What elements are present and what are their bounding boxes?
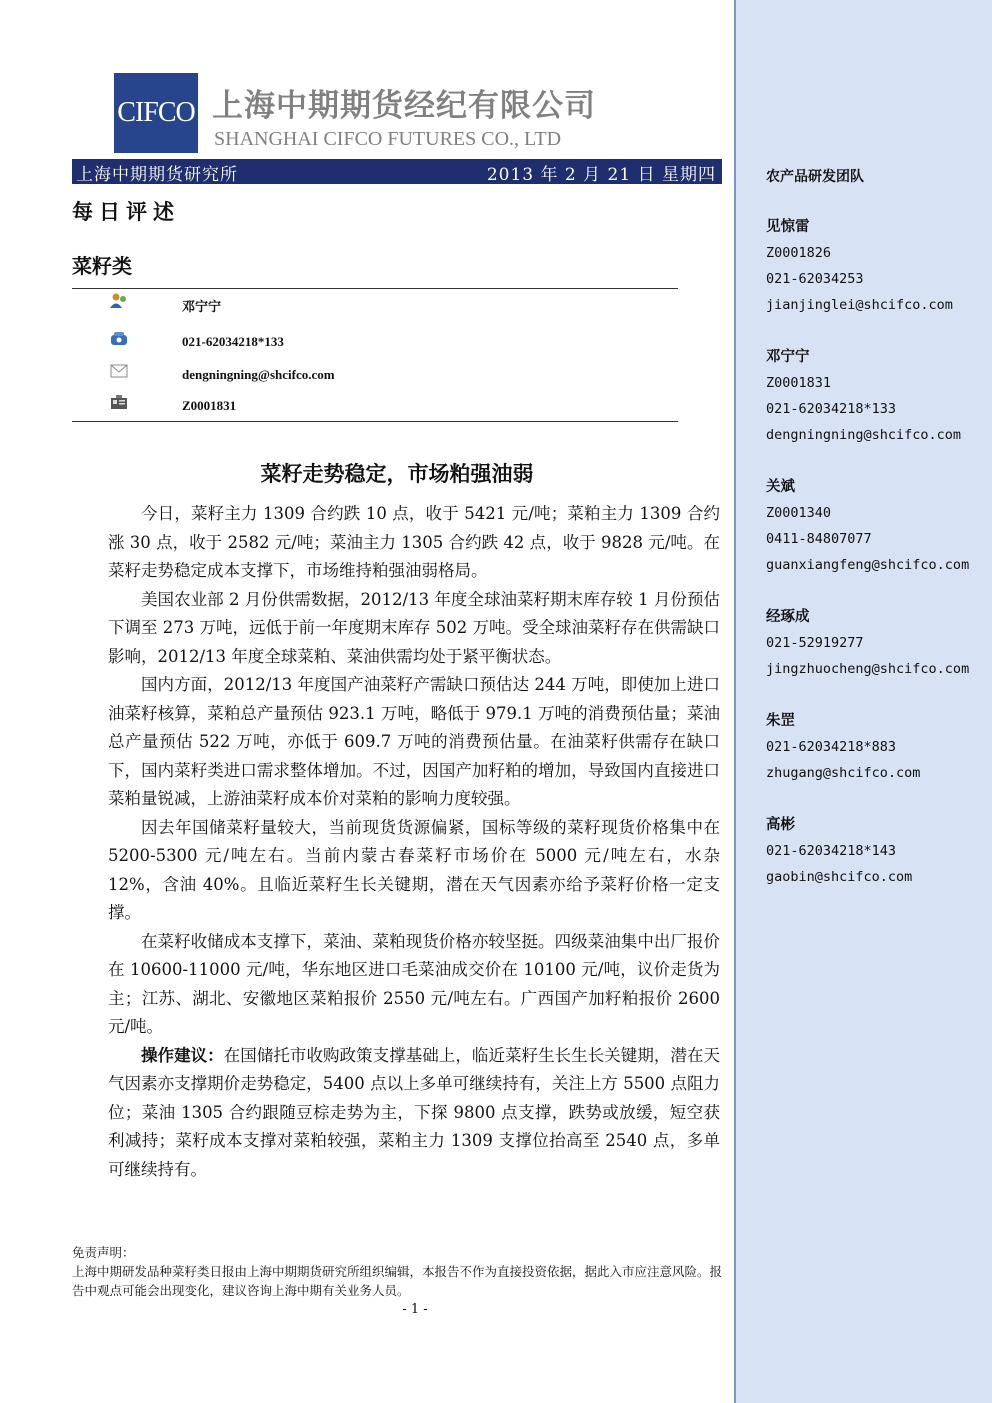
company-name-cn: 上海中期期货经纪有限公司 bbox=[212, 88, 596, 124]
member-license: Z0001831 bbox=[766, 375, 832, 391]
report-date: 2013 年 2 月 21 日 星期四 bbox=[486, 165, 716, 185]
person-icon bbox=[110, 292, 128, 308]
paragraph: 美国农业部 2 月份供需数据，2012/13 年度全球油菜籽期末库存较 1 月份预估下调至 273 万吨，远低于前一年度期末库存 502 万吨。受全球油菜籽存在供需缺口影响，2012/13 年度全球菜粕、菜油供需均处于紧平衡状态。 bbox=[108, 589, 720, 666]
member-email[interactable]: jianjinglei@shcifco.com bbox=[766, 297, 953, 313]
disclaimer-label: 免责声明： bbox=[72, 1245, 135, 1260]
member-name: 朱罡 bbox=[766, 713, 795, 729]
member-email[interactable]: gaobin@shcifco.com bbox=[766, 869, 913, 885]
paragraph: 因去年国储菜籽量较大，当前现货货源偏紧，国标等级的菜籽现货价格集中在 5200-5300 元/吨左右。当前内蒙古春菜籽市场价在 5000 元/吨左右，水杂 12%，含油 40%。且临近菜籽生长关键期，潜在天气因素亦给予菜籽价格一定支撑。 bbox=[108, 817, 720, 922]
divider bbox=[72, 288, 678, 289]
member-license: Z0001340 bbox=[766, 505, 832, 521]
article-body bbox=[108, 500, 720, 1184]
section-title: 每日评述 bbox=[72, 199, 180, 224]
team-title: 农产品研发团队 bbox=[766, 169, 864, 185]
logo-mark: CIFCO bbox=[117, 97, 195, 128]
member-name: 高彬 bbox=[766, 817, 795, 833]
author-name: 邓宁宁 bbox=[182, 299, 222, 314]
member-phone: 0411-84807077 bbox=[766, 531, 872, 547]
member-phone: 021-62034218*883 bbox=[766, 739, 897, 755]
advice-paragraph bbox=[108, 1042, 720, 1185]
paragraph: 国内方面，2012/13 年度国产油菜籽产需缺口预估达 244 万吨，即使加上进口油菜籽核算，菜粕总产量预估 923.1 万吨，略低于 979.1 万吨的消费预估量；菜油总产量预估 522 万吨，亦低于 609.7 万吨的消费预估量。在油菜籽供需存在缺口下，国内菜籽类进口需求整体增加。不过，因国产加籽粕的增加，导致国内直接进口菜粕量锐减，上游油菜籽成本价对菜粕的影响力度较强。 bbox=[108, 675, 720, 808]
id-card-icon bbox=[110, 394, 128, 410]
sidebar bbox=[734, 0, 992, 1403]
team-member bbox=[766, 474, 969, 578]
team-member bbox=[766, 708, 920, 786]
paragraph: 今日，菜籽主力 1309 合约跌 10 点，收于 5421 元/吨；菜粕主力 1309 合约涨 30 点，收于 2582 元/吨；菜油主力 1305 合约跌 42 点，收于 9828 元/吨。在菜籽走势稳定成本支撑下，市场维持粕强油弱格局。 bbox=[108, 504, 720, 580]
disclaimer-text: 上海中期研发品种菜籽类日报由上海中期期货研究所组织编辑，本报告不作为直接投资依据，据此入市应注意风险。报告中观点可能会出现变化，建议咨询上海中期有关业务人员。 bbox=[72, 1264, 723, 1298]
header-bar bbox=[72, 159, 722, 184]
author-phone: 021-62034218*133 bbox=[182, 334, 284, 349]
member-email[interactable]: zhugang@shcifco.com bbox=[766, 765, 921, 781]
member-name: 关斌 bbox=[766, 479, 795, 495]
advice-text: 在国储托市收购政策支撑基础上，临近菜籽生长生长关键期，潜在天气因素亦支撑期价走势稳定，5400 点以上多单可继续持有，关注上方 5500 点阻力位；菜油 1305 合约跟随豆棕走势为主，下探 9800 点支撑，跌势或放缓，短空获利减持；菜籽成本支撑对菜粕较强，菜粕主力 1309 支撑位抬高至 2540 点，多单可继续持有。 bbox=[108, 1045, 721, 1179]
company-name-en: SHANGHAI CIFCO FUTURES CO., LTD bbox=[214, 128, 562, 150]
author-email[interactable]: dengningning@shcifco.com bbox=[182, 367, 335, 382]
divider bbox=[72, 421, 678, 422]
author-license: Z0001831 bbox=[182, 398, 237, 413]
member-email[interactable]: guanxiangfeng@shcifco.com bbox=[766, 557, 970, 573]
team-member bbox=[766, 214, 953, 318]
team-member bbox=[766, 344, 961, 448]
team-member bbox=[766, 812, 912, 890]
paragraph: 在菜籽收储成本支撑下，菜油、菜粕现货价格亦较坚挺。四级菜油集中出厂报价在 10600-11000 元/吨，华东地区进口毛菜油成交价在 10100 元/吨，议价走货为主；江苏、湖北、安徽地区菜粕报价 2550 元/吨左右。广西国产加籽粕报价 2600 元/吨。 bbox=[108, 931, 720, 1036]
company-logo bbox=[114, 73, 198, 153]
page-number: - 1 - bbox=[402, 1302, 428, 1317]
member-phone: 021-62034218*143 bbox=[766, 843, 897, 859]
article-title: 菜籽走势稳定，市场粕强油弱 bbox=[260, 461, 534, 486]
institute-name: 上海中期期货研究所 bbox=[76, 165, 238, 185]
member-phone: 021-62034218*133 bbox=[766, 401, 897, 417]
member-phone: 021-52919277 bbox=[766, 635, 864, 651]
team-member bbox=[766, 604, 969, 682]
member-name: 经琢成 bbox=[766, 609, 810, 625]
mail-icon bbox=[110, 363, 128, 379]
member-name: 邓宁宁 bbox=[766, 349, 810, 365]
member-license: Z0001826 bbox=[766, 245, 832, 261]
member-name: 见惊雷 bbox=[766, 219, 810, 235]
disclaimer bbox=[72, 1243, 722, 1300]
phone-icon bbox=[110, 331, 128, 347]
member-email[interactable]: dengningning@shcifco.com bbox=[766, 427, 962, 443]
member-email[interactable]: jingzhuocheng@shcifco.com bbox=[766, 661, 970, 677]
category-title: 菜籽类 bbox=[72, 254, 132, 278]
advice-label: 操作建议： bbox=[141, 1045, 224, 1065]
member-phone: 021-62034253 bbox=[766, 271, 864, 287]
